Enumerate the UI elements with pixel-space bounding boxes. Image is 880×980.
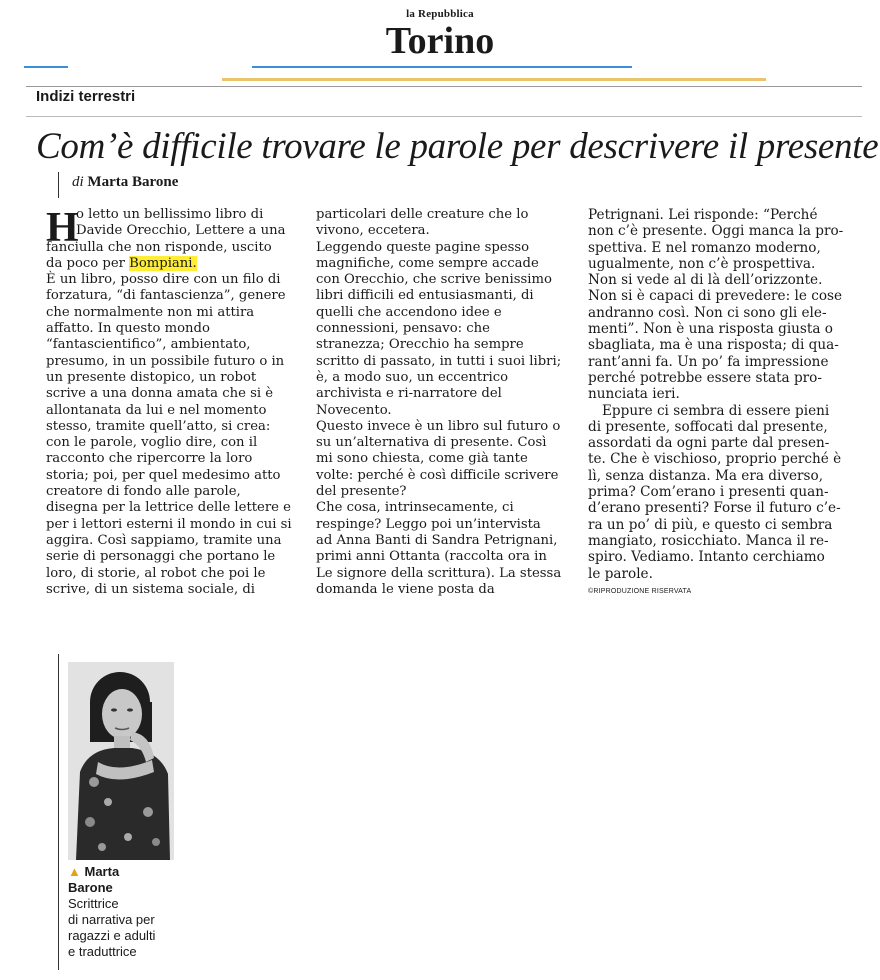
text-line: ad Anna Banti di Sandra Petrignani,	[316, 532, 558, 548]
text-line: ra un po’ di più, e questo ci sembra	[588, 516, 833, 533]
text-line: aggira. Così sappiamo, tramite una	[46, 532, 282, 548]
text-line: Petrignani. Lei risponde: “Perché	[588, 207, 818, 223]
photo-caption	[68, 864, 155, 960]
triangle-icon: ▲	[68, 864, 81, 879]
text-line: stesso, tramite quell’atto, si crea:	[46, 418, 271, 434]
byline	[72, 174, 178, 191]
text-line: È un libro, posso dire con un filo di	[46, 272, 281, 288]
byline-prefix: di	[72, 174, 84, 190]
text-line: presumo, in un possibile futuro o in	[46, 353, 285, 369]
text-line: o letto un bellissimo libro di	[76, 207, 264, 222]
text-line: “fantascientifico”, ambientato,	[46, 337, 251, 353]
highlighted-publisher: Bompiani.	[129, 255, 197, 271]
edition-title: Torino	[385, 20, 495, 62]
text-line: Non si vede al di là dell’orizzonte.	[588, 272, 823, 289]
caption-first-name: Marta	[84, 864, 120, 879]
text-line: quelli che accendono idee e	[316, 304, 502, 320]
text-line: Questo invece è un libro sul futuro o	[316, 418, 561, 434]
caption-role-line: Scrittrice	[68, 896, 119, 911]
text-line: menti”. Non è una risposta giusta o	[588, 321, 833, 338]
text-line: assordati da ogni parte dal presen-	[588, 435, 830, 452]
text-line	[46, 256, 304, 272]
text-line: Davide Orecchio, Lettere a una	[76, 223, 286, 239]
text-line: loro, di storie, al robot che poi le	[46, 565, 266, 581]
copyright-notice: ©RIPRODUZIONE RISERVATA	[588, 588, 692, 595]
text-line: creatore di fondo alle parole,	[46, 484, 241, 500]
text-line: con le parole, voglio dire, con il	[46, 435, 258, 451]
text-line: scrive a una donna amata che si è	[46, 386, 274, 402]
text-line: nunciata ieri.	[588, 386, 680, 403]
text-line: particolari delle creature che lo	[316, 207, 529, 222]
text-line: che normalmente non mi attira	[46, 304, 255, 320]
text-line: Che cosa, intrinsecamente, ci	[316, 500, 514, 516]
headline: Com’è difficile trovare le parole per descrivere il presente	[36, 126, 879, 167]
text-line: scritto di passato, in tutti i suoi libri;	[316, 353, 562, 369]
text-line: scrive, di un sistema sociale, di	[46, 581, 255, 597]
drop-cap: H	[46, 205, 79, 251]
text-line: forzatura, “di fantascienza”, genere	[46, 288, 286, 304]
text-line: connessioni, pensavo: che	[316, 321, 490, 337]
byline-author: Marta Barone	[87, 174, 179, 190]
author-photo	[68, 662, 174, 860]
text-line: affatto. In questo mondo	[46, 321, 210, 337]
text-line: domanda le viene posta da	[316, 581, 495, 597]
text-line: non c’è presente. Oggi manca la pro-	[588, 223, 844, 240]
text-line: lì, senza distanza. Ma era diverso,	[588, 467, 824, 484]
text-line: rant’anni fa. Un po’ fa impressione	[588, 353, 829, 370]
text-line: disegna per la lettrice delle lettere e	[46, 500, 291, 516]
text-line: su un’alternativa di presente. Così	[316, 435, 547, 451]
text-line: andranno così. Non ci sono gli ele-	[588, 304, 827, 321]
text-line: primi anni Ottanta (raccolta ora in	[316, 549, 547, 565]
text-line: archivista e ri-narratore del	[316, 386, 502, 402]
decorative-rule	[252, 66, 632, 68]
text-line: serie di personaggi che portano le	[46, 549, 276, 565]
text-line: vivono, eccetera.	[316, 223, 430, 239]
text-fragment: da poco per	[46, 255, 130, 271]
decorative-rule	[24, 66, 68, 68]
photo-bar	[58, 654, 59, 970]
text-line: Non si è capaci di prevedere: le cose	[588, 288, 843, 305]
section-label: Indizi terrestri	[36, 88, 136, 105]
caption-name-line	[68, 864, 155, 880]
caption-role-line: e traduttrice	[68, 944, 137, 959]
text-line: con Orecchio, che scrive benissimo	[316, 272, 552, 288]
section-divider	[26, 116, 862, 117]
text-line: un presente distopico, un robot	[46, 369, 257, 385]
caption-role-line: ragazzi e adulti	[68, 928, 156, 943]
text-line: respinge? Leggo poi un’intervista	[316, 516, 541, 532]
text-line: magnifiche, come sempre accade	[316, 255, 539, 271]
publisher-name: la Repubblica	[406, 8, 474, 20]
article-column-3	[588, 207, 850, 582]
text-line: allontanata da lui e nel momento	[46, 402, 267, 418]
text-line: spiro. Vediamo. Intanto cerchiamo	[588, 549, 825, 566]
text-line: d’erano presenti? Forse il futuro c’e-	[588, 500, 841, 517]
text-line: Leggendo queste pagine spesso	[316, 239, 530, 255]
text-line: di presente, soffocati dal presente,	[588, 418, 828, 435]
text-line: mangiato, rosicchiato. Manca il re-	[588, 532, 829, 549]
caption-last-name: Barone	[68, 880, 113, 895]
text-line: spettiva. E nel romanzo moderno,	[588, 239, 821, 256]
text-line: sbagliata, ma è una risposta; di qua-	[588, 337, 839, 354]
text-line: Le signore della scrittura). La stessa	[316, 565, 562, 581]
text-line: è, a modo suo, un eccentrico	[316, 369, 509, 385]
text-line: stranezza; Orecchio ha sempre	[316, 337, 524, 353]
text-line: fanciulla che non risponde, uscito	[46, 239, 272, 255]
text-line: te. Che è vischioso, proprio perché è	[588, 451, 842, 468]
text-line: racconto che ripercorre la loro	[46, 451, 253, 467]
text-line: prima? Com’erano i presenti quan-	[588, 484, 829, 501]
text-line: storia; poi, per quel medesimo atto	[46, 467, 281, 483]
text-line: Novecento.	[316, 402, 392, 418]
byline-bar	[58, 172, 59, 198]
section-divider	[26, 86, 862, 87]
text-line: volte: perché è così difficile scrivere	[316, 467, 559, 483]
text-line: libri difficili ed entusiasmanti, di	[316, 288, 534, 304]
article-column-1	[46, 207, 304, 598]
article-column-2	[316, 207, 578, 598]
text-line: mi sono chiesta, come già tante	[316, 451, 528, 467]
text-line: le parole.	[588, 565, 653, 582]
text-line: del presente?	[316, 484, 407, 500]
text-line: Eppure ci sembra di essere pieni	[602, 402, 830, 419]
caption-role-line: di narrativa per	[68, 912, 155, 927]
text-line: per i lettori esterni il mondo in cui si	[46, 516, 292, 532]
text-line: perché potrebbe essere stata pro-	[588, 369, 822, 386]
decorative-rule	[222, 78, 766, 81]
text-line: ugualmente, non c’è prospettiva.	[588, 255, 816, 272]
